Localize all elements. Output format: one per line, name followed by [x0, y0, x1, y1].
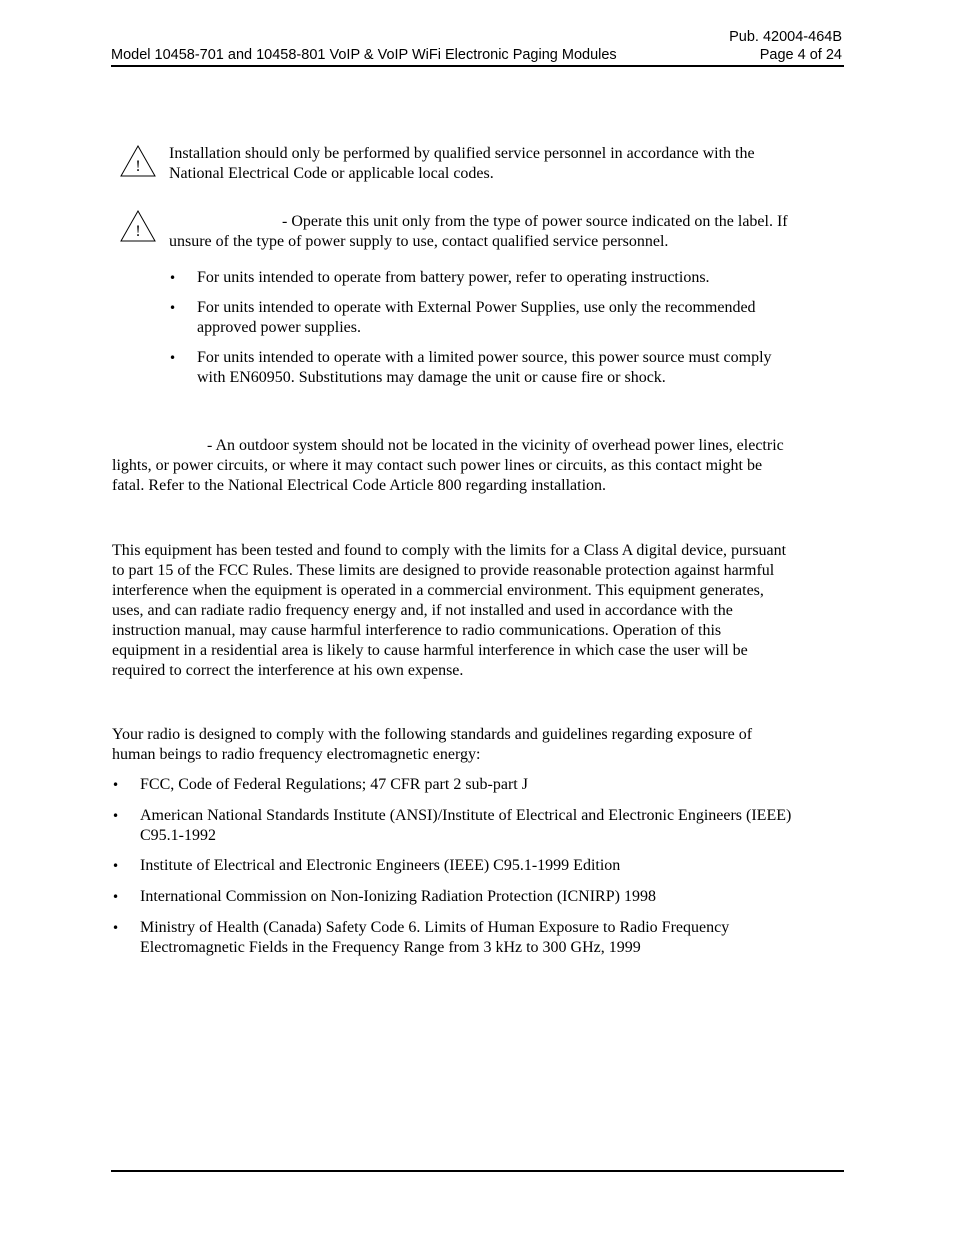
fcc-compliance-paragraph	[112, 541, 852, 681]
fcc-line: This equipment has been tested and found to comply with the limits for a Class A digital device, pursuant	[112, 542, 787, 559]
footer-rule	[111, 1170, 844, 1172]
outdoor-installation-paragraph	[112, 436, 848, 496]
bullet-glyph: •	[112, 890, 120, 904]
fcc-line: uses, and can radiate radio frequency energy and, if not installed and used in accordance with the	[112, 602, 733, 619]
warning-installation-line1: Installation should only be performed by qualified service personnel in accordance with the	[169, 145, 755, 162]
list-item-text: Institute of Electrical and Electronic Engineers (IEEE) C95.1-1999 Edition	[140, 857, 621, 874]
bullet-glyph: •	[169, 271, 177, 285]
document-title: Model 10458-701 and 10458-801 VoIP & VoIP WiFi Electronic Paging Modules	[111, 47, 617, 63]
fcc-line: required to correct the interference at his own expense.	[112, 662, 464, 679]
fcc-line: interference when the equipment is operated in a commercial environment. This equipment generates,	[112, 582, 764, 599]
list-item	[169, 298, 849, 338]
list-item	[112, 918, 852, 958]
list-item-text: For units intended to operate from battery power, refer to operating instructions.	[197, 269, 710, 286]
power-source-list	[169, 268, 849, 388]
list-item-text: For units intended to operate with a limited power source, this power source must comply	[197, 349, 772, 366]
list-item-text: International Commission on Non-Ionizing Radiation Protection (ICNIRP) 1998	[140, 888, 656, 905]
list-item	[112, 775, 852, 795]
list-item-text: Ministry of Health (Canada) Safety Code 6. Limits of Human Exposure to Radio Frequency	[140, 919, 730, 936]
outdoor-line2: lights, or power circuits, or where it may contact such power lines or circuits, as this contact might be	[112, 457, 763, 474]
fcc-line: to part 15 of the FCC Rules. These limits are designed to provide reasonable protection against harmful	[112, 562, 775, 579]
bullet-glyph: •	[112, 778, 120, 792]
list-item	[112, 806, 852, 846]
list-item-text: American National Standards Institute (ANSI)/Institute of Electrical and Electronic Engineers (IEEE)	[140, 807, 792, 824]
svg-text:!: !	[135, 158, 141, 175]
bullet-glyph: •	[169, 301, 177, 315]
svg-text:!: !	[135, 223, 141, 240]
fcc-line: instruction manual, may cause harmful interference to radio communications. Operation of this	[112, 622, 722, 639]
warning-power-source	[169, 212, 849, 252]
rf-line1: Your radio is designed to comply with the following standards and guidelines regarding exposure of	[112, 726, 753, 743]
page-number: Page 4 of 24	[759, 47, 842, 63]
bullet-glyph: •	[112, 809, 120, 823]
outdoor-line3: fatal. Refer to the National Electrical Code Article 800 regarding installation.	[112, 477, 607, 494]
list-item-text: Electromagnetic Fields in the Frequency Range from 3 kHz to 300 GHz, 1999	[140, 939, 641, 956]
bullet-glyph: •	[169, 351, 177, 365]
list-item-text: For units intended to operate with External Power Supplies, use only the recommended	[197, 299, 756, 316]
bullet-glyph: •	[112, 859, 120, 873]
standards-list	[112, 775, 852, 958]
list-item	[112, 856, 852, 876]
warning-power-line2: unsure of the type of power supply to use, contact qualified service personnel.	[169, 233, 669, 250]
warning-installation-line2: National Electrical Code or applicable local codes.	[169, 165, 494, 182]
warning-power-line1: - Operate this unit only from the type of power source indicated on the label. If	[282, 213, 788, 230]
fcc-line: equipment in a residential area is likely to cause harmful interference in which case the user will be	[112, 642, 748, 659]
list-item-text: approved power supplies.	[197, 319, 361, 336]
publication-number: Pub. 42004-464B	[729, 29, 842, 45]
warning-installation	[169, 144, 849, 184]
header-rule	[111, 65, 844, 67]
list-item-text: with EN60950. Substitutions may damage the unit or cause fire or shock.	[197, 369, 666, 386]
list-item	[169, 268, 849, 288]
bullet-glyph: •	[112, 921, 120, 935]
rf-line2: human beings to radio frequency electromagnetic energy:	[112, 746, 481, 763]
list-item	[169, 348, 849, 388]
list-item	[112, 887, 852, 907]
rf-exposure-paragraph	[112, 725, 852, 765]
outdoor-line1: - An outdoor system should not be located in the vicinity of overhead power lines, electric	[207, 437, 784, 454]
warning-triangle-icon	[120, 210, 156, 242]
warning-triangle-icon	[120, 145, 156, 177]
list-item-text: FCC, Code of Federal Regulations; 47 CFR part 2 sub-part J	[140, 776, 528, 793]
list-item-text: C95.1-1992	[140, 827, 216, 844]
